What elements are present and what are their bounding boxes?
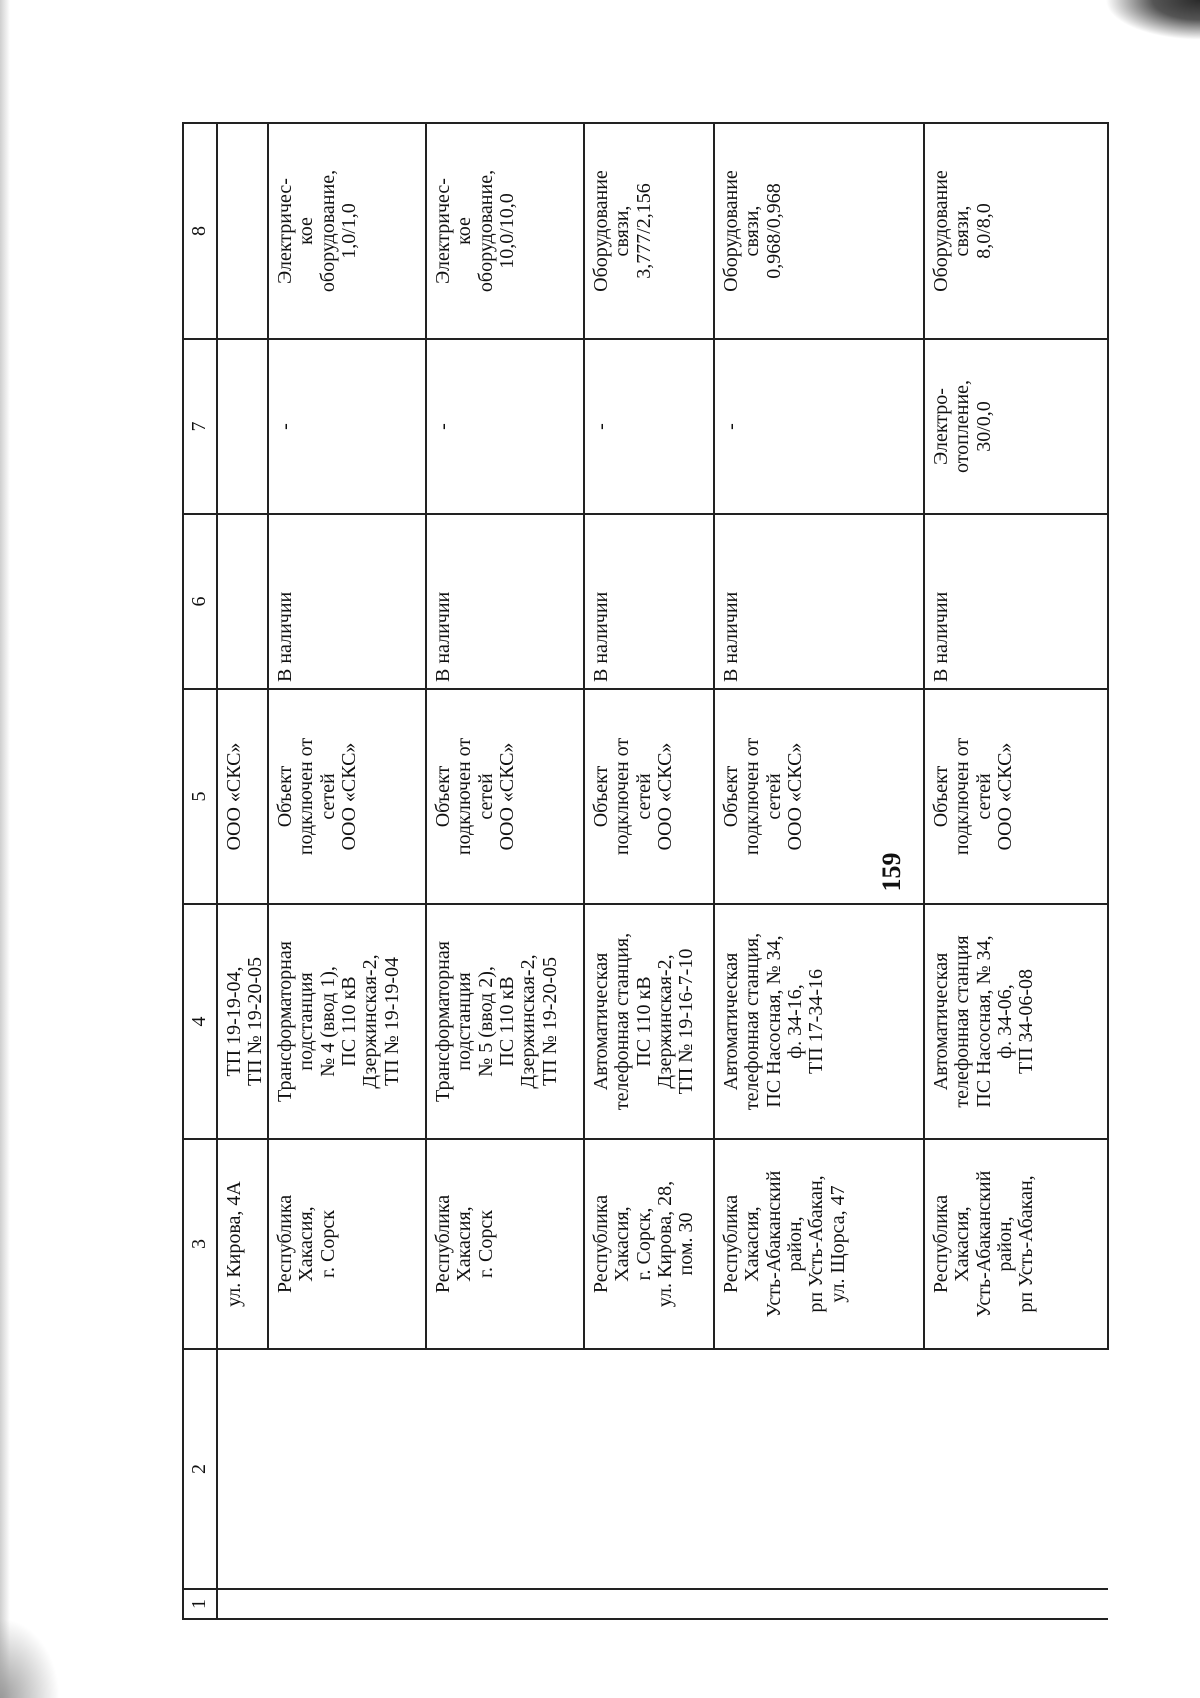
table-cell-col-7: Электро- отопление, 30/0,0	[924, 339, 1108, 514]
table-cell-col-3: Республика Хакасия, Усть-Абаканский район, рп Усть-Абакан, ул. Щорса, 47	[714, 1139, 924, 1349]
table-cell-col-5: Объект подключен от сетей ООО «СКС»	[714, 689, 924, 904]
table-cell-col-2	[714, 1349, 924, 1589]
table-cell-col-8: Оборудование связи, 0,968/0,968	[714, 123, 924, 339]
table-cell-col-6: В наличии	[426, 514, 584, 689]
table-cell-col-5: Объект подключен от сетей ООО «СКС»	[426, 689, 584, 904]
table-cell-col-8: Электричес- кое оборудование, 1,0/1,0	[268, 123, 426, 339]
table-row	[584, 123, 714, 1619]
column-header-3: 3	[183, 1139, 217, 1349]
table-cell-col-5: ООО «СКС»	[217, 689, 268, 904]
table-cell-col-5: Объект подключен от сетей ООО «СКС»	[924, 689, 1108, 904]
table-row	[714, 123, 924, 1619]
table-cell-col-5: Объект подключен от сетей ООО «СКС»	[584, 689, 714, 904]
rotated-content	[182, 124, 1108, 1620]
column-header-5: 5	[183, 689, 217, 904]
table-cell-col-3: Республика Хакасия, г. Сорск	[268, 1139, 426, 1349]
column-header-4: 4	[183, 904, 217, 1139]
table-row	[924, 123, 1108, 1619]
data-table	[182, 122, 1109, 1620]
table-cell-col-7: -	[584, 339, 714, 514]
table-cell-col-1	[217, 1589, 268, 1619]
table-cell-col-8: Оборудование связи, 3,777/2,156	[584, 123, 714, 339]
table-cell-col-4: Трансформаторная подстанция № 4 (ввод 1), ПС 110 кВ Дзержинская-2, ТП № 19-19-04	[268, 904, 426, 1139]
page-number: 159	[877, 852, 906, 892]
table-cell-col-3: Республика Хакасия, г. Сорск	[426, 1139, 584, 1349]
table-cell-col-8	[217, 123, 268, 339]
table-cell-col-7: -	[268, 339, 426, 514]
table-cell-col-1	[584, 1589, 714, 1619]
table-cell-col-3: ул. Кирова, 4А	[217, 1139, 268, 1349]
table-cell-col-7: -	[714, 339, 924, 514]
table-cell-col-1	[268, 1589, 426, 1619]
column-header-6: 6	[183, 514, 217, 689]
table-cell-col-2	[924, 1349, 1108, 1589]
table-cell-col-4: Автоматическая телефонная станция, ПС 110 кВ Дзержинская-2, ТП № 19-16-7-10	[584, 904, 714, 1139]
column-header-7: 7	[183, 339, 217, 514]
column-header-2: 2	[183, 1349, 217, 1589]
table-cell-col-2	[584, 1349, 714, 1589]
table-cell-col-4: ТП 19-19-04, ТП № 19-20-05	[217, 904, 268, 1139]
table-row	[268, 123, 426, 1619]
table-row	[217, 123, 268, 1619]
table-cell-col-6: В наличии	[584, 514, 714, 689]
table-cell-col-6: В наличии	[714, 514, 924, 689]
table-cell-col-3: Республика Хакасия, г. Сорск, ул. Кирова, 28, пом. 30	[584, 1139, 714, 1349]
table-cell-col-5: Объект подключен от сетей ООО «СКС»	[268, 689, 426, 904]
table-cell-col-6	[217, 514, 268, 689]
table-cell-col-7: -	[426, 339, 584, 514]
table-cell-col-8: Электричес- кое оборудование, 10,0/10,0	[426, 123, 584, 339]
scan-shadow	[0, 0, 10, 1698]
table-cell-col-3: Республика Хакасия, Усть-Абаканский район, рп Усть-Абакан,	[924, 1139, 1108, 1349]
table-cell-col-4: Трансформаторная подстанция № 5 (ввод 2), ПС 110 кВ Дзержинская-2, ТП № 19-20-05	[426, 904, 584, 1139]
table-cell-col-1	[426, 1589, 584, 1619]
scan-corner-shadow	[1105, 0, 1200, 40]
table-cell-col-1	[924, 1589, 1108, 1619]
column-header-8: 8	[183, 123, 217, 339]
table-cell-col-8: Оборудование связи, 8,0/8,0	[924, 123, 1108, 339]
table-cell-col-6: В наличии	[268, 514, 426, 689]
table-cell-col-2	[217, 1349, 268, 1589]
table-cell-col-1	[714, 1589, 924, 1619]
rotated-page-region	[182, 124, 1108, 1620]
scan-corner-shadow-bottom	[0, 1618, 60, 1698]
table-cell-col-7	[217, 339, 268, 514]
table-cell-col-4: Автоматическая телефонная станция, ПС Насосная, № 34, ф. 34-16, ТП 17-34-16	[714, 904, 924, 1139]
column-header-1: 1	[183, 1589, 217, 1619]
table-cell-col-4: Автоматическая телефонная станция ПС Насосная, № 34, ф. 34-06, ТП 34-06-08	[924, 904, 1108, 1139]
table-cell-col-2	[426, 1349, 584, 1589]
header-row	[183, 123, 217, 1619]
table-cell-col-6: В наличии	[924, 514, 1108, 689]
table-row	[426, 123, 584, 1619]
table-cell-col-2	[268, 1349, 426, 1589]
